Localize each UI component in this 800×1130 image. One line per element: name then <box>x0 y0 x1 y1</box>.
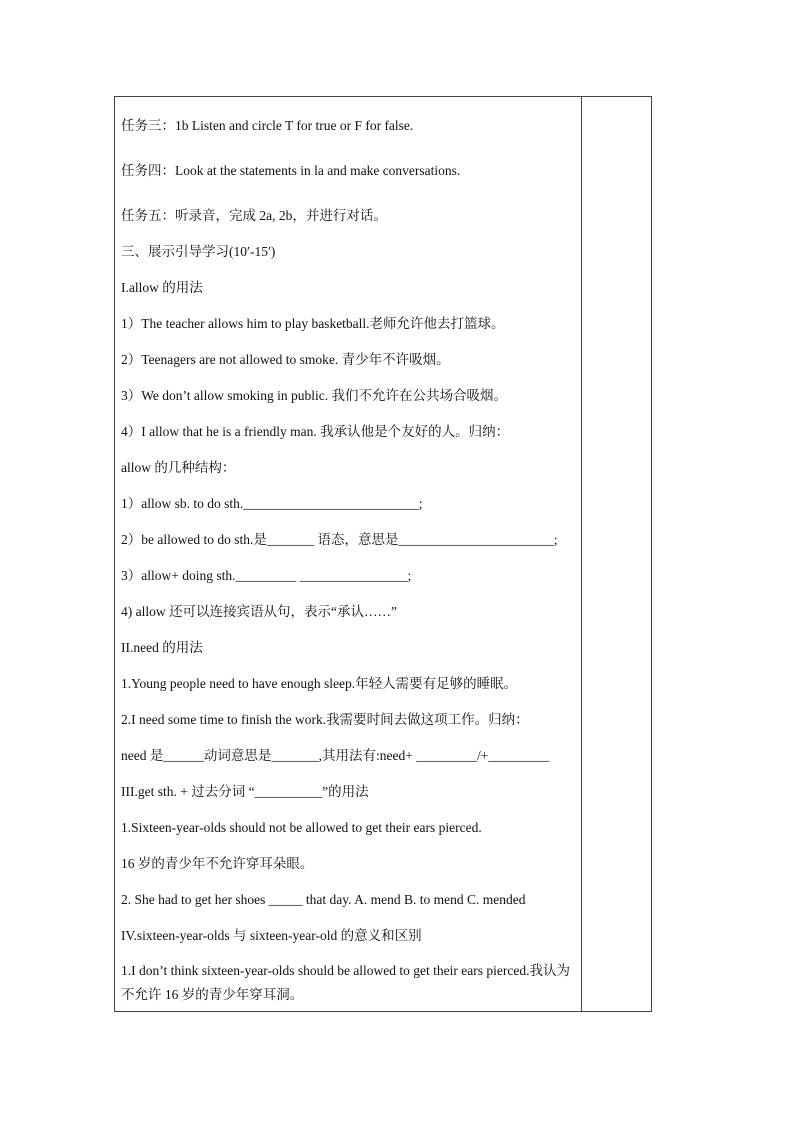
allow-structures-heading: allow 的几种结构： <box>121 460 236 475</box>
get-sth-example-1: 1.Sixteen-year-olds should not be allowed to get their ears pierced. <box>121 820 482 835</box>
task-5-text: 任务五：听录音，完成 2a, 2b，并进行对话。 <box>121 208 387 223</box>
need-summary: need 是______动词意思是_______,其用法有:need+ _________/+_________ <box>121 748 550 763</box>
get-sth-exercise: 2. She had to get her shoes _____ that day. A. mend B. to mend C. mended <box>121 892 526 907</box>
get-sth-translation: 16 岁的青少年不允许穿耳朵眼。 <box>121 856 314 871</box>
column-divider <box>581 97 582 1011</box>
need-example-2: 2.I need some time to finish the work.我需要时间去做这项工作。归纳： <box>121 712 529 727</box>
sixteen-year-olds-example: 1.I don’t think sixteen-year-olds should be allowed to get their ears pierced.我认为不允许 16 岁的青少年穿耳洞。 <box>121 963 570 1002</box>
allow-example-1: 1）The teacher allows him to play basketball.老师允许他去打篮球。 <box>121 316 505 331</box>
allow-example-3: 3）We don’t allow smoking in public. 我们不允许在公共场合吸烟。 <box>121 388 508 403</box>
allow-structure-4: 4) allow 还可以连接宾语从句，表示“承认……” <box>121 604 397 619</box>
allow-heading: I.allow 的用法 <box>121 280 203 295</box>
sixteen-year-olds-heading: IV.sixteen-year-olds 与 sixteen-year-old 的意义和区别 <box>121 928 422 943</box>
allow-structure-2: 2）be allowed to do sth.是_______ 语态，意思是_______________________; <box>121 532 558 547</box>
need-example-1: 1.Young people need to have enough sleep.年轻人需要有足够的睡眠。 <box>121 676 518 691</box>
task-4-text: 任务四：Look at the statements in la and make conversations. <box>121 163 461 178</box>
allow-example-4: 4）I allow that he is a friendly man. 我承认他是个友好的人。归纳： <box>121 424 510 439</box>
task-3-text: 任务三：1b Listen and circle T for true or F for false. <box>121 118 414 133</box>
section-heading-3: 三、展示引导学习(10′-15′) <box>121 244 276 259</box>
get-sth-heading: III.get sth. + 过去分词 “__________”的用法 <box>121 784 369 799</box>
need-heading: II.need 的用法 <box>121 640 203 655</box>
allow-example-2: 2）Teenagers are not allowed to smoke. 青少年不许吸烟。 <box>121 352 450 367</box>
allow-structure-1: 1）allow sb. to do sth.__________________________; <box>121 496 423 511</box>
document-table <box>114 96 652 1012</box>
allow-structure-3: 3）allow+ doing sth._________ ________________; <box>121 568 412 583</box>
